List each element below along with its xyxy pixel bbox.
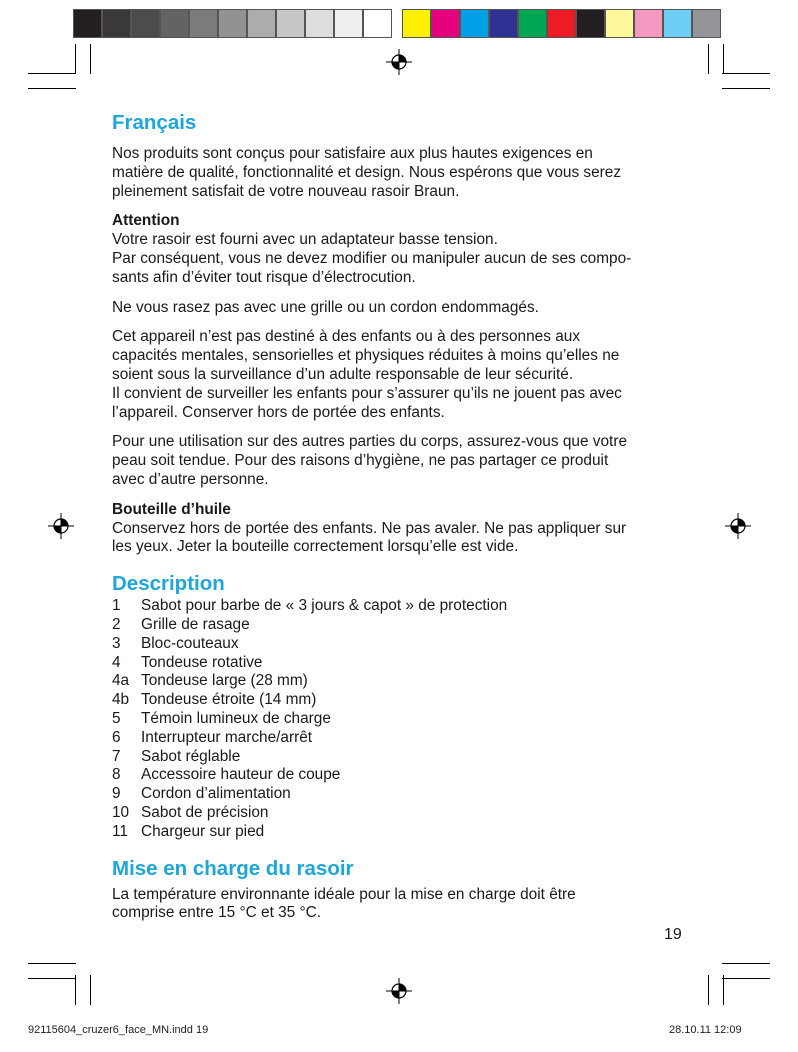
attention-label: Attention [112,212,180,230]
list-item [112,597,687,616]
list-item-text: Sabot de précision [141,803,269,821]
paragraph-intro: Nos produits sont conçus pour satisfaire aux plus hautes exigences en matière de qualité, fonctionnalité et design. Nous espérons que vous serez pleinement satisfait de votre nouveau rasoir Braun. [112,145,622,200]
color-swatch [547,9,576,38]
huile-label: Bouteille d’huile [112,500,231,518]
crop-mark [75,44,76,74]
color-swatch [247,9,276,38]
list-item-text: Tondeuse large (28 mm) [141,672,308,690]
list-item [112,691,687,710]
heading-description: Description [112,572,225,596]
color-swatch [160,9,189,38]
color-swatch [276,9,305,38]
registration-mark-icon [725,513,751,539]
color-swatch [634,9,663,38]
crop-mark [28,978,76,979]
registration-mark-icon [386,49,412,75]
list-item-number: 4b [112,691,130,709]
color-swatch [576,9,605,38]
list-item-number: 4 [112,653,121,671]
list-item-text: Sabot réglable [141,747,241,765]
crop-mark [722,88,770,89]
crop-mark [723,44,724,74]
crop-mark [722,73,770,74]
color-swatch [518,9,547,38]
list-item [112,823,687,842]
list-item-text: Bloc-couteaux [141,634,239,652]
list-item [112,635,687,654]
list-item-number: 7 [112,747,121,765]
file-slug: 92115604_cruzer6_face_MN.indd 19 [28,1024,209,1036]
grayscale-swatches [73,9,392,39]
heading-charge: Mise en charge du rasoir [112,856,354,880]
color-swatch [218,9,247,38]
list-item-text: Sabot pour barbe de « 3 jours & capot » de protection [141,597,508,615]
list-item-number: 9 [112,785,121,803]
list-item [112,748,687,767]
color-swatch [305,9,334,38]
crop-mark [75,975,76,1005]
list-item-text: Témoin lumineux de charge [141,709,331,727]
registration-mark-icon [386,978,412,1004]
color-swatch [460,9,489,38]
paragraph-grille: Ne vous rasez pas avec une grille ou un cordon endommagés. [112,298,539,316]
crop-mark [28,73,76,74]
color-swatch [102,9,131,38]
crop-mark [90,975,91,1005]
crop-mark [722,978,770,979]
list-item [112,654,687,673]
crop-mark [722,963,770,964]
paragraph-enfants: Cet appareil n’est pas destiné à des enfants ou à des personnes aux capacités mentales, sensorielles et physiques réduites à moins qu’elles ne soient sous la surveillance d’un adulte responsable de leur sécurité. Il convient de surveiller les enfants pour s’assurer qu’ils ne jouent pas avec l’appareil. Conserver hors de portée des enfants. [112,328,622,421]
paragraph-corps: Pour une utilisation sur des autres parties du corps, assurez-vous que votre peau soit tendue. Pour des raisons d’hygiène, ne pas partager ce produit avec d’autre personne. [112,433,628,488]
color-swatch [489,9,518,38]
list-item [112,804,687,823]
color-calibration-bar [73,9,721,39]
paragraph-huile: Bouteille d’huile Conservez hors de portée des enfants. Ne pas avaler. Ne pas appliquer sur les yeux. Jeter la bouteille correctement lorsqu’elle est vide. [112,500,627,556]
page-number: 19 [664,926,682,943]
list-item-number: 6 [112,728,121,746]
color-swatch [363,9,392,38]
color-swatch [663,9,692,38]
list-item [112,710,687,729]
list-item [112,766,687,785]
page-content [112,110,687,923]
list-item [112,785,687,804]
paragraph-charge: La température environnante idéale pour la mise en charge doit être comprise entre 15 °C et 35 °C. [112,885,576,922]
color-swatch [189,9,218,38]
list-item-text: Cordon d’alimentation [141,785,291,803]
list-item-text: Tondeuse rotative [141,653,263,671]
color-swatch [605,9,634,38]
crop-mark [90,44,91,74]
list-item-text: Tondeuse étroite (14 mm) [141,691,317,709]
list-item-number: 4a [112,672,130,690]
description-list [112,597,687,841]
list-item [112,729,687,748]
list-item-number: 8 [112,766,121,784]
list-item-number: 2 [112,615,121,633]
crop-mark [708,975,709,1005]
list-item-number: 1 [112,597,121,615]
color-swatch [692,9,721,38]
color-swatch [131,9,160,38]
list-item-number: 11 [112,822,128,840]
list-item-text: Chargeur sur pied [141,822,265,840]
crop-mark [28,963,76,964]
crop-mark [28,88,76,89]
color-swatch [431,9,460,38]
list-item-number: 10 [112,803,130,821]
registration-mark-icon [48,513,74,539]
list-item-text: Interrupteur marche/arrêt [141,728,313,746]
list-item [112,672,687,691]
list-item-text: Accessoire hauteur de coupe [141,766,341,784]
color-swatches [402,9,721,39]
heading-francais: Français [112,111,197,134]
list-item [112,616,687,635]
crop-mark [723,975,724,1005]
crop-mark [708,44,709,74]
list-item-number: 5 [112,709,121,727]
color-swatch [73,9,102,38]
date-slug: 28.10.11 12:09 [669,1024,742,1036]
list-item-number: 3 [112,634,121,652]
list-item-text: Grille de rasage [141,615,250,633]
color-swatch [402,9,431,38]
paragraph-attention: Attention Votre rasoir est fourni avec un adaptateur basse tension. Par conséquent, vous ne devez modifier ou manipuler aucun de ses compo- sants afin d’éviter tout risque d’électrocution. [112,212,632,286]
color-swatch [334,9,363,38]
